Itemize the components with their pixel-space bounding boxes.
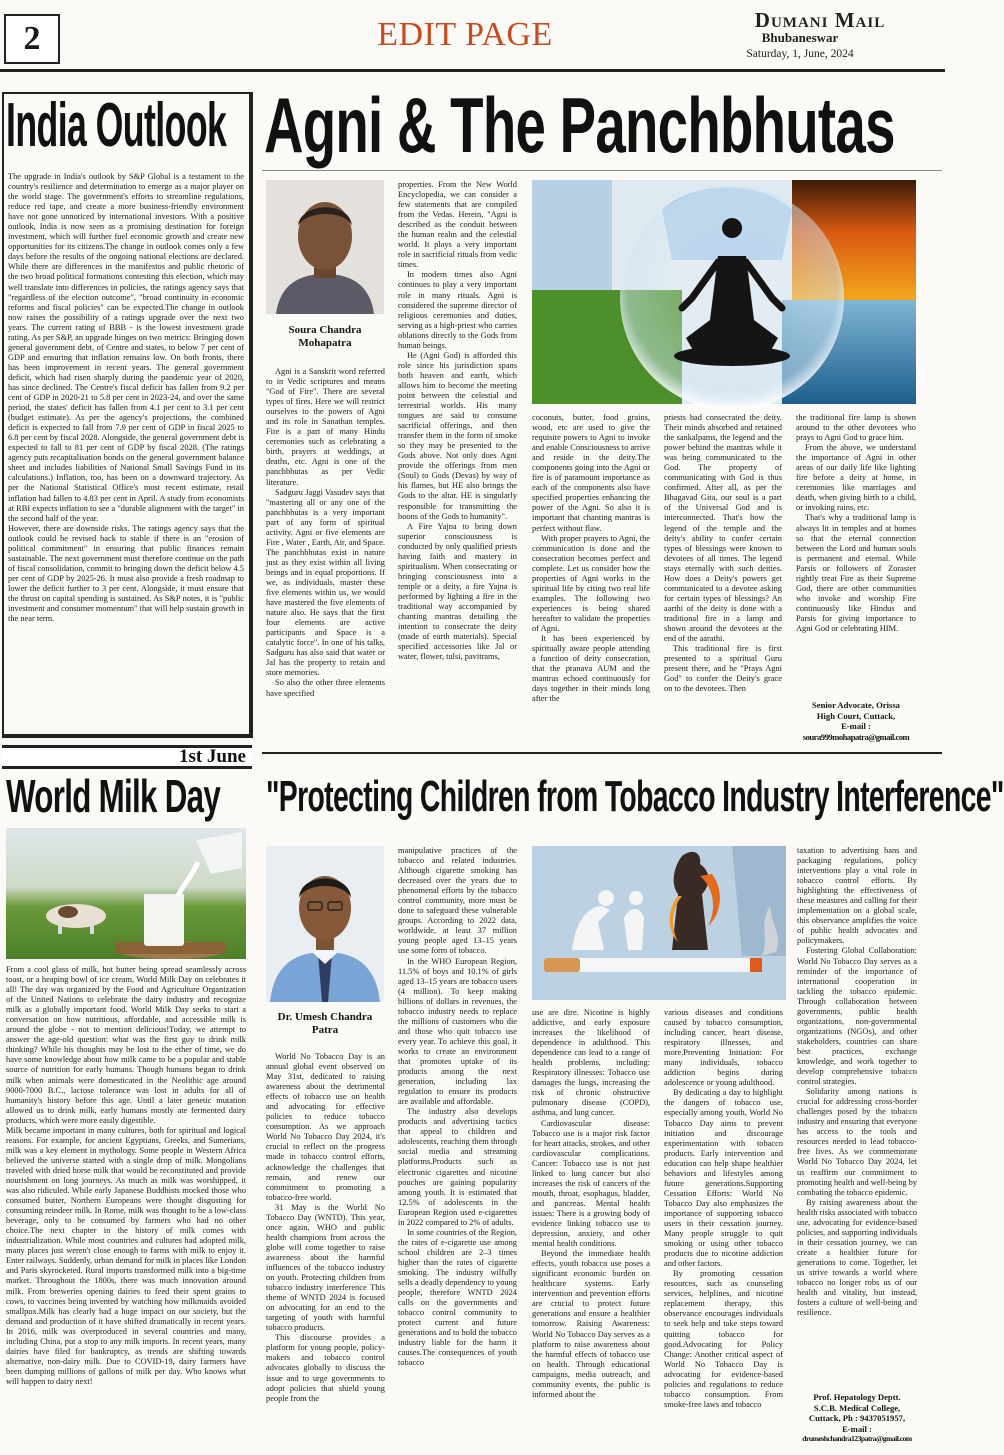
milk-day-title: World Milk Day: [6, 770, 221, 822]
agni-column-3: [532, 413, 650, 747]
paragraph: priests had consecrated the deity. Their minds absorbed and retained the sankalpams, the legend and the power behind the mantras while it was being communicated to the God. The property of communicating with God is thus confirmed. After all, as per the Bhagavad Gita, our soul is a part of the Universal God and is interconnected. That's how the legend of the temple and the deity's ability to confer certain types of blessings were known to devotees of all times. The legend stays eternally with such deities. How does a Deity's powers get communicated to a devotee asking for certain types of blessings? An aarthi of the deity is done with a traditional fire in a lamp and shown around the devotees at the end of the aarathi.: [664, 413, 782, 644]
paragraph: The industry also develops products and advertising tactics that appeal to children and adolescents, reaching them through social media and streaming platforms.Products such as electronic cigarettes and nicotine pouches are gaining popularity among youth. It is estimated that 12.5% of adolescents in the European Region used e-cigarettes in 2022 compared to 2% of adults.: [398, 1107, 517, 1227]
paragraph: He (Agni God) is afforded this role since his jurisdiction spans both heaven and earth, which allows him to become the meeting point between the celestial and terrestrial worlds. His many tongues are said to consume sacrificial offerings, and then transfer them in the form of smoke so they may be presented to the Gods above. Not only does Agni provide the offerings from men (Soul) to Gods (Devas) by way of his flames, but HE also brings the Gods to the altar. HE is singularly responsible for transmitting the boons of the Gods to humanity".: [398, 350, 517, 521]
paragraph: From the above, we understand the importance of Agni in other areas of our daily life like lighting fire before a deity at home, in ceremonies like marriages and death, when giving birth to a child, or invoking rains, etc.: [796, 443, 916, 513]
agni-column-5: [796, 413, 916, 683]
india-outlook-title-wrap: [6, 93, 250, 159]
author-portrait-illustration: [266, 180, 384, 314]
paragraph: Beyond the immediate health effects, youth tobacco use poses a significant economic burden on healthcare systems. Early intervention and prevention efforts are crucial to protect future generations and ensure a healthier tomorrow. Raising Awareness: World No Tobacco Day serves as a platform to raise awareness about the harmful effects of tobacco use on health. Through educational campaigns, media outreach, and community events, the public is informed about the: [532, 1249, 650, 1399]
signoff-line: S.C.B. Medical College,: [813, 1402, 901, 1413]
agni-headline: Agni & The Panchbhutas: [264, 81, 895, 169]
paragraph: That's why a traditional lamp is always lit in temples and at homes so that the eternal connection between the Lord and human souls is permanent and eternal. While Parsis or followers of Zoraster rightly treat Fire as their Supreme God, there are other communities who invoke and worship Fire continuously like Hindus and Parsis for giving importance to Agni God or celebrating HIM.: [796, 513, 916, 633]
paragraph: By promoting cessation resources, such as counseling services, helplines, and nicotine replacement therapy, this observance encourages individuals to seek help and take steps toward quitting tobacco for good.Advocating for Policy Change: Another critical aspect of World No Tobacco Day is advocating for evidence-based policies and regulations to reduce tobacco consumption. From smoke-free laws and tobacco: [664, 1269, 783, 1409]
agni-author-name: Soura Chandra Mohapatra: [288, 324, 362, 349]
paragraph: In the WHO European Region, 11.5% of boys and 10.1% of girls aged 13–15 years are tobacco users (4 million). To keep making billions of dollars in revenues, the tobacco industry needs to replace the millions of customers who die and those who quit tobacco use every year. To achieve this goal, it works to create an environment that promotes uptake of its products among the next generation, including lax regulation to ensure its products are available and affordable.: [398, 956, 517, 1107]
paragraph: Sadguru Jaggi Vasudev says that "mastering all or any one of the panchbhutas is a very important part of any form of spiritual activity. Agni or five elements are Fire , Water , Earth, Air, and Space. The panchbhutas exist in nature just as they exist within all living beings and in equal proportions. If we, as individuals, master these five elements within us, we would have mastered the five elements of nature also. He says that the first four elements are active participants and Space is a catalytic force". In one of his talks, Sadguru has also said that water or Jal has the property to retain and store memories.: [266, 487, 385, 678]
paper-name: Dumani Mail: [754, 8, 886, 32]
page-number-box: [4, 14, 60, 64]
paragraph: This discourse provides a platform for young people, policy-makers and tobacco control advocates globally to discuss the issue and to urge governments to adopt policies that shield young people from the: [266, 1333, 385, 1403]
milk-day-kicker: 1st June: [178, 746, 246, 767]
tobacco-headline: "Protecting Children from Tobacco Industry Interference": [266, 772, 1004, 821]
tobacco-illustration: [532, 846, 786, 1000]
paragraph: various diseases and conditions caused by tobacco consumption, including cancer, heart disease, respiratory illnesses, and more.Preventing Initiation: For many individuals, tobacco addiction begins during adolescence or young adulthood.: [664, 1008, 783, 1088]
india-outlook-body: [8, 172, 244, 730]
paragraph: use are dire. Nicotine is highly addictive, and early exposure increases the likelihood of dependence in adulthood. This dependence can lead to a range of health problems, including: Respiratory illnesses: Tobacco use damages the lungs, increasing the risk of chronic obstructive pulmonary disease (COPD), asthma, and lung cancer.: [532, 1008, 650, 1118]
tobacco-column-1: [266, 1052, 385, 1451]
paragraph: World No Tobacco Day is an annual global event observed on May 31st, dedicated to raising awareness about the detrimental effects of tobacco use on health and advocating for effective policies to reduce tobacco consumption. As we approach World No Tobacco Day 2024, it's crucial to reflect on the progress made in tobacco control efforts, acknowledge the challenges that remain, and renew our commitment to promoting a tobacco-free world.: [266, 1052, 385, 1202]
paragraph: Cardiovascular disease: Tobacco use is a major risk factor for heart attacks, strokes, and other cardiovascular complications. Cancer: Tobacco use is not just linked to lung cancer but also increases the risk of cancers of the mouth, throat, esophagus, bladder, and pancreas. Mental health issues: There is a growing body of evidence linking tobacco use to depression, anxiety, and other mental health conditions.: [532, 1118, 650, 1249]
section-divider: [262, 752, 942, 754]
agni-column-2: [398, 180, 517, 747]
milk-day-title-wrap: [6, 772, 250, 822]
milk-day-photo: [6, 828, 246, 959]
agni-elements-image: [532, 180, 916, 404]
milk-day-body: [6, 965, 246, 1451]
agni-headline-wrap: [264, 81, 940, 169]
signoff-email: soura999mohapatra@gmail.com: [802, 731, 910, 742]
paragraph: It has been experienced by spiritually aware people attending a function of deity consecration, that the pranava AUM and the mantras echoed continuously for days together in their minds long after the: [532, 634, 650, 704]
paragraph: A Fire Yajna to bring down superior consciousness is conducted by only qualified priests having faith and mastery in spiritualism. When consecrating or bringing consciousness into a temple or a deity, a fire Yajna is performed by lighting a fire in the traditional way accompanied by chanting mantras detailing the intention to consecrate the deity (made of earth materials). Special specified accessories like Jal or water, flower, tulsi, pavitrams,: [398, 521, 517, 662]
agni-column-4: [664, 413, 782, 747]
signoff-line: Prof. Hepatology Deptt.: [813, 1392, 901, 1402]
paragraph: With proper prayers to Agni, the communication is done and the consecration becomes perfect and complete. Let us consider how the properties of Agni works in the spiritual life by citing two real life examples. The following two experiences is being shared hereafter to validate the properties of Agni.: [532, 533, 650, 633]
signoff-email: drumeshchandra123patra@gmail.com: [802, 1434, 912, 1444]
paragraph: However, there are downside risks. The ratings agency says that the outlook could be revised back to stable if there is an "erosion of political commitment" in ensuring that public finances remain sustainable. The next government must therefore continue on the path of fiscal consolidation, commit to bringing down the deficit below 4.5 per cent of GDP by 2025-26. It must also provide a fresh roadmap to lower the deficit further to 3 per cent. Alongside, it must ensure that the thrust on capital spending is sustained. As S&P notes, it is "public investment and consumer momentum" that will help sustain growth in the near term.: [8, 523, 244, 624]
india-outlook-title: India Outlook: [6, 91, 227, 160]
panchbhuta-meditation-illustration: [532, 180, 916, 404]
paragraph: In some countries of the Region, the rates of e-cigarette use among school children are 2–3 times higher than the rates of cigarette smoking. The industry wilfully sells a deadly dependency to young people, therefore WNTD 2024 calls on the governments and tobacco control community to protect current and future generations and to hold the tobacco industry liable for the harm it causes.The consequences of youth tobacco: [398, 1227, 517, 1368]
tobacco-column-3: [532, 1008, 650, 1451]
tobacco-column-2: [398, 846, 517, 1451]
agni-author-photo: [266, 180, 384, 314]
paper-date: Saturday, 1, June, 2024: [746, 48, 854, 60]
paragraph: Fostering Global Collaboration: World No Tobacco Day serves as a reminder of the importance of international cooperation in tackling the tobacco epidemic. Through collaboration between governments, public health organizations, non-governmental organizations (NGOs), and other stakeholders, countries can share best practices, exchange knowledge, and work together to develop comprehensive tobacco control strategies.: [797, 946, 917, 1087]
paragraph: By raising awareness about the health risks associated with tobacco use, advocating for evidence-based policies, and supporting individuals in their cessation journey, we can create a healthier future for generations to come. Together, let us strive towards a world where tobacco no longer robs us of our health and vitality, but instead, fosters a culture of well-being and resilience.: [797, 1197, 918, 1318]
tobacco-column-4: [664, 1008, 783, 1451]
signoff-line: E-mail :: [841, 721, 871, 732]
masthead-rule: [0, 69, 945, 72]
author-portrait-illustration: [266, 846, 384, 1002]
paragraph: manipulative practices of the tobacco and related industries. Although cigarette smoking has decreased over the years due to phenomenal efforts by the tobacco control community, more must be done to safeguard these vulnerable groups. According to 2022 data, worldwide, at least 37 million young people aged 13–15 years use some form of tobacco.: [398, 846, 517, 956]
paragraph: taxation to advertising bans and packaging regulations, policy interventions play a vital role in tobacco control efforts. By highlighting the effectiveness of these measures and calling for their implementation on a global scale, this observance amplifies the voice of public health advocates and policymakers.: [797, 846, 917, 946]
paragraph: the traditional fire lamp is shown around to the other devotees who prays to Agni God to grace him.: [796, 413, 916, 443]
paragraph: properties. From the New World Encyclopedia, we can consider a few statements that are compiled from the Vedas. Herein, "Agni is described as the conduit between the human realm and the celestial world. It plays a very important role in sacrificial rituals from vedic times.: [398, 180, 517, 270]
signoff-line: Senior Advocate, Orissa: [812, 700, 900, 710]
milk-scene-illustration: [6, 828, 246, 959]
agni-signoff: [796, 700, 916, 742]
tobacco-author-name: Dr. Umesh Chandra Patra: [277, 1011, 373, 1036]
agni-headline-rule: [262, 170, 942, 171]
paragraph: Milk became important in many cultures, both for spiritual and logical reasons. For example, for ancient Egyptians, Greeks, and Sumerians, milk was a key element in mythology. Some people in Western Africa believed the universe started with a single drop of milk. Mongolians traveled with dried horse milk that would be reconstituted and provide nourishment on long journeys. As much as milk was worshipped, it was also ridiculed. While early Japanese Buddhists mocked those who consumed butter, Northern Europeans were thought disgusting for consuming reindeer milk. In Rome, milk was thought to be a low-class beverage, only to be consumed by farmers who had no other choice.The next chapter in the history of milk comes with industrialization. While most countries and cultures had adopted milk, many places just weren't close enough to farms with milk to enjoy it. Enter railways. Suddenly, urban demand for milk in places like London and Paris skyrocketed. Rural imports transformed milk into a big-time market. Throughout the 1800s, there was much innovation around milk. From breweries opening dairies to feed their spent grains to cows, to vaccines being invented by watching how milkmaids avoided smallpox.Milk has clearly had a huge impact on our society, but the demand and production of it have shifted dramatically in recent years. In 2016, milk was overproduced in several countries and many, including China, put a stop to any milk imports. In recent years, many dairies have filed for bankruptcy, as trends are shifting towards alternative, non-dairy milk. Due to COVID-19, dairy farmers have been dumping millions of gallons of milk per day. Who knows what will happen to dairy next!: [6, 1125, 246, 1386]
tobacco-author-photo: [266, 846, 384, 1002]
paragraph: coconuts, butter, food grains, wood, etc are used to give the requisite powers to Agni to invoke and enable Consciousness to arrive and reside in the deity.The components going into the Agni or fire is of paramount importance as each of the components also have specified properties enhancing the power of the Agni. So also it is important that chanting mantras is perfect without flaw.: [532, 413, 650, 533]
paragraph: From a cool glass of milk, hot butter being spread seamlessly across toast, or a heaping bowl of ice cream, World Milk Day on celebrates it all! The day was organized by the Food and Agriculture Organization of the United Nations to celebrate the dairy industry and recognize milk as a globally important food. World Milk Day seeks to start a conversation on how nutritious, affordable, and accessible milk is around the globe - not to mention delicious!Today, we attempt to answer the age-old question: what was the first guy to drink milk thinking? While his thoughts may be lost to the ether of time, we do have some knowledge about how milk came to be a popular and stable source of nutrition for early humans. Though humans began to drink milk when animals were domesticated in the Neolithic age around 9000-7000 B.C., lactose tolerance was lost in adults for all of humanity's history before this age. Until a later genetic mutation allowed us to drink milk, early humans mostly ate fermented dairy products, which were more easily digestible.: [6, 965, 246, 1125]
paragraph: This traditional fire is first presented to a spiritual Guru present there, and he "Prays Agni God" to confer the Deity's grace on to the devotees. Then: [664, 644, 782, 694]
agni-column-1: [266, 367, 385, 747]
paragraph: Solidarity among nations is crucial for addressing cross-border challenges posed by the tobacco industry and ensuring that everyone has access to the tools and resources needed to lead tobacco-free lives. As we commemorate World No Tobacco Day 2024, let us reaffirm our commitment to promoting health and well-being by combating the tobacco epidemic.: [797, 1087, 918, 1197]
signoff-line: Cuttack, Ph : 9437051957,: [808, 1413, 906, 1424]
paragraph: Agni is a Sanskrit word referred to in Vedic scriptures and means "God of Fire". There are several types of fires. Here we will restrict ourselves to the powers of Agni and its role in Sanathan temples. Fire is a part of many Hindu ceremonies such as celebrating a birth, prayers at weddings, at deaths, etc. Agni is one of the panchbhutas as per Vedic literature.: [266, 367, 385, 487]
paragraph: By dedicating a day to highlight the dangers of tobacco use, especially among youth, World No Tobacco Day aims to prevent initiation and discourage experimentation with tobacco products. Early intervention and education can help shape healthier behaviors and lifestyles among future generations.Supporting Cessation Efforts: World No Tobacco Day also emphasizes the importance of supporting tobacco users in their cessation journey. Many people struggle to quit smoking or using other tobacco products due to nicotine addiction and other factors.: [664, 1088, 783, 1269]
page-number: 2: [23, 20, 41, 57]
paragraph: The upgrade in India's outlook by S&P Global is a testament to the country's resilience and determination to emerge as a major player on the world stage. The government's efforts to streamline regulations, reduce red tape, and create a more business-friendly environment have not gone unnoticed by international investors. With a positive outlook, India is now seen as a promising destination for foreign investment, which will further fuel economic growth and create new opportunities for its citizens.The change in outlook comes only a few days before the results of the ongoing national elections are declared. While there are differences in the manifestos and public rhetoric of the two broad political formations contesting this election, which may well translate into differences in policies, the ratings agency says that "regardless of the election outcome", "broad continuity in economic reforms and fiscal policies" can be expected.The change in outlook now raises the possibility of a ratings upgrade over the next two years. The current rating of BBB - is the lowest investment grade rating. As per S&P, an upgrade hinges on two metrics: Bringing down general government debt, of Centre and states, to below 7 per cent of GDP and ensuring that inflation remains low. On both fronts, there has been improvement in recent years. The general government deficit, which had risen sharply during the pandemic year of 2020, has since declined. The Centre's fiscal deficit has fallen from 9.2 per cent of GDP in 2020-21 to 5.8 per cent in 2023-24, and over the same period, the states' deficit has fallen from 4.1 per cent to 3.1 per cent (budget estimate). As per the agency's projections, the combined deficit is expected to fall from 7.9 per cent of GDP in fiscal 2025 to 6.8 per cent by fiscal 2028. Alongside, the general government debt is expected to fall to 81 per cent of GDP by fiscal 2028. (The ratings agency puts recapitalisation bonds on the general government balance sheet and includes liabilities of National Small Savings Fund in its calculations.) Inflation, too, has been on a downward trajectory. As per the National Statistical Office's most recent estimate, retail inflation had fallen to 4.83 per cent in April. A study from economists at RBI expects inflation to see a "durable alignment with the target" in the second half of the year.: [8, 172, 244, 523]
tobacco-headline-wrap: [266, 772, 1004, 824]
signoff-line: High Court, Cuttack,: [816, 710, 896, 721]
paper-city: Bhubaneswar: [761, 30, 839, 45]
tobacco-children-illustration: [532, 846, 786, 1000]
section-title: EDIT PAGE: [377, 16, 553, 53]
tobacco-signoff: [796, 1392, 918, 1445]
tobacco-column-5: [797, 846, 917, 1386]
paragraph: So also the other three elements have specified: [266, 678, 385, 698]
paragraph: In modern times also Agni continues to play a very important role in many rituals. Agni is considered the supreme director of religious ceremonies and duties, serving as a high-priest who carries oblations directly to the Gods from human beings.: [398, 270, 517, 350]
paragraph: 31 May is the World No Tobacco Day (WNTD). This year, once again, WHO and public health champions from across the globe will come together to raise awareness about the harmful influences of the tobacco industry on youth. Protecting children from tobacco industry interference This theme of WNTD 2024 is focused on advocating for an end to the targeting of youth with harmful tobacco products.: [266, 1202, 385, 1333]
signoff-line: E-mail :: [842, 1423, 872, 1434]
